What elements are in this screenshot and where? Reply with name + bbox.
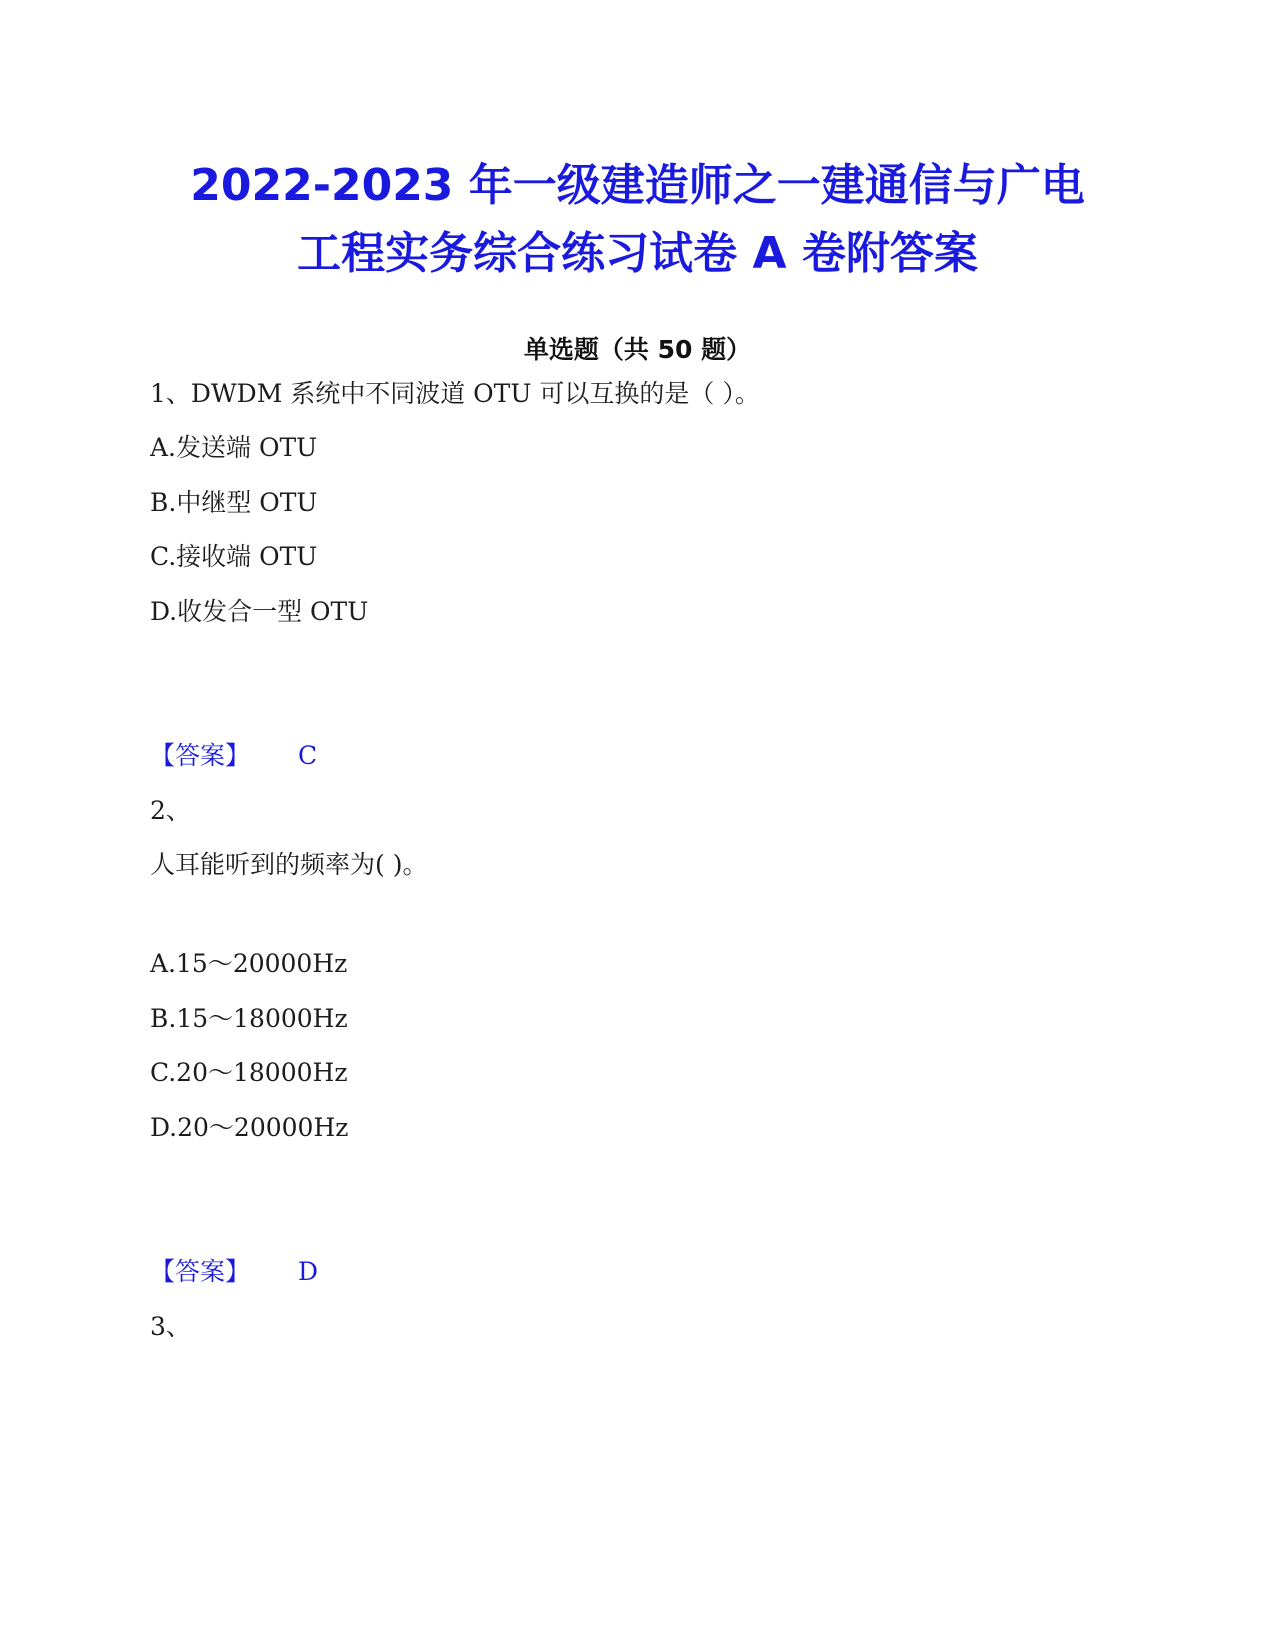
answer-label: 【答案】	[150, 1257, 251, 1286]
answer-label: 【答案】	[150, 741, 251, 770]
question-2-number: 2、	[150, 796, 191, 825]
title-line-1: 2022-2023 年一级建造师之一建通信与广电	[190, 160, 1085, 211]
question-2-option-c: C.20～18000Hz	[150, 1058, 348, 1087]
question-2-text: 人耳能听到的频率为( )。	[150, 850, 428, 879]
question-1	[150, 377, 760, 411]
answer-value: C	[298, 741, 318, 770]
question-2-option-b: B.15～18000Hz	[150, 1004, 348, 1033]
answer-value: D	[298, 1257, 319, 1286]
question-3-number: 3、	[150, 1312, 191, 1341]
section-heading: 单选题（共 50 题）	[523, 335, 752, 364]
document-title	[100, 152, 1175, 288]
question-1-option-b: B.中继型 OTU	[150, 488, 318, 517]
question-1-number: 1、	[150, 379, 191, 408]
question-1-text: DWDM 系统中不同波道 OTU 可以互换的是（ ）。	[190, 379, 760, 408]
question-1-option-a: A.发送端 OTU	[150, 433, 318, 462]
question-1-option-c: C.接收端 OTU	[150, 542, 318, 571]
question-2-answer	[150, 1255, 318, 1289]
question-1-option-d: D.收发合一型 OTU	[150, 597, 369, 626]
question-2-option-a: A.15～20000Hz	[150, 949, 348, 978]
title-line-2: 工程实务综合练习试卷 A 卷附答案	[297, 228, 978, 279]
question-1-answer	[150, 739, 317, 773]
question-2-option-d: D.20～20000Hz	[150, 1113, 349, 1142]
